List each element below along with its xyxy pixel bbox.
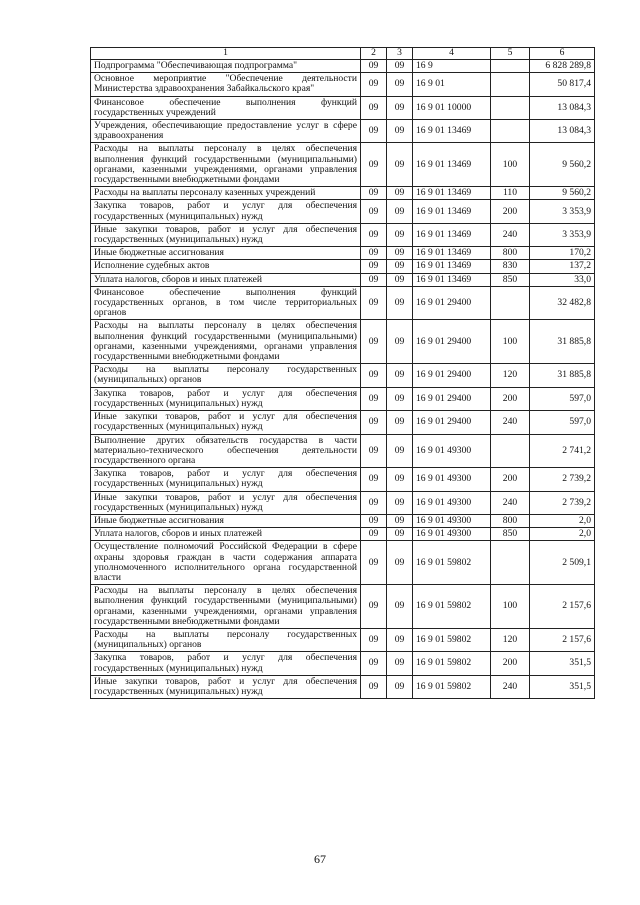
table-row	[91, 60, 595, 73]
row-expense-type-cell: 200	[491, 200, 530, 223]
row-amount-cell: 597,0	[530, 387, 595, 410]
row-name-cell: Иные закупки товаров, работ и услуг для обеспечения государственных (муниципальных) нужд	[91, 675, 361, 698]
row-subsection-cell: 09	[387, 143, 413, 187]
table-row	[91, 514, 595, 527]
table-row	[91, 652, 595, 675]
row-expense-type-cell: 800	[491, 514, 530, 527]
row-section-cell: 09	[361, 200, 387, 223]
row-target-article-cell: 16 9 01 13469	[413, 120, 491, 143]
row-name-cell: Иные бюджетные ассигнования	[91, 514, 361, 527]
row-expense-type-cell: 240	[491, 223, 530, 246]
row-amount-cell: 2 741,2	[530, 434, 595, 468]
row-target-article-cell: 16 9 01 59802	[413, 628, 491, 651]
row-amount-cell: 50 817,4	[530, 73, 595, 96]
row-subsection-cell: 09	[387, 73, 413, 96]
row-target-article-cell: 16 9 01	[413, 73, 491, 96]
table-row	[91, 73, 595, 96]
table-row	[91, 120, 595, 143]
table-row	[91, 541, 595, 585]
row-expense-type-cell	[491, 73, 530, 96]
row-amount-cell: 2 157,6	[530, 585, 595, 629]
row-target-article-cell: 16 9 01 29400	[413, 387, 491, 410]
row-section-cell: 09	[361, 491, 387, 514]
row-expense-type-cell	[491, 434, 530, 468]
row-section-cell: 09	[361, 652, 387, 675]
row-section-cell: 09	[361, 675, 387, 698]
row-target-article-cell: 16 9 01 59802	[413, 585, 491, 629]
table-row	[91, 273, 595, 286]
row-amount-cell: 2,0	[530, 528, 595, 541]
row-subsection-cell: 09	[387, 628, 413, 651]
table-row	[91, 628, 595, 651]
row-section-cell: 09	[361, 541, 387, 585]
row-amount-cell: 351,5	[530, 675, 595, 698]
row-name-cell: Иные бюджетные ассигнования	[91, 247, 361, 260]
row-expense-type-cell: 120	[491, 364, 530, 387]
row-amount-cell: 6 828 289,8	[530, 60, 595, 73]
table-row	[91, 320, 595, 364]
row-expense-type-cell: 200	[491, 387, 530, 410]
row-name-cell: Закупка товаров, работ и услуг для обеспечения государственных (муниципальных) нужд	[91, 387, 361, 410]
row-amount-cell: 2 739,2	[530, 491, 595, 514]
row-amount-cell: 3 353,9	[530, 200, 595, 223]
row-name-cell: Учреждения, обеспечивающие предоставление услуг в сфере здравоохранения	[91, 120, 361, 143]
row-name-cell: Закупка товаров, работ и услуг для обеспечения государственных (муниципальных) нужд	[91, 200, 361, 223]
row-section-cell: 09	[361, 143, 387, 187]
row-amount-cell: 33,0	[530, 273, 595, 286]
row-target-article-cell: 16 9 01 59802	[413, 675, 491, 698]
row-expense-type-cell: 200	[491, 468, 530, 491]
row-expense-type-cell: 850	[491, 528, 530, 541]
row-amount-cell: 2 509,1	[530, 541, 595, 585]
row-section-cell: 09	[361, 286, 387, 320]
table-row	[91, 491, 595, 514]
row-section-cell: 09	[361, 364, 387, 387]
row-section-cell: 09	[361, 528, 387, 541]
budget-table-sheet	[90, 47, 594, 699]
row-name-cell: Иные закупки товаров, работ и услуг для обеспечения государственных (муниципальных) нужд	[91, 491, 361, 514]
row-name-cell: Расходы на выплаты персоналу казенных учреждений	[91, 187, 361, 200]
row-amount-cell: 32 482,8	[530, 286, 595, 320]
header-cell-5: 5	[491, 48, 530, 60]
row-section-cell: 09	[361, 73, 387, 96]
row-expense-type-cell: 240	[491, 675, 530, 698]
row-section-cell: 09	[361, 120, 387, 143]
row-subsection-cell: 09	[387, 187, 413, 200]
row-name-cell: Расходы на выплаты персоналу государственных (муниципальных) органов	[91, 364, 361, 387]
row-amount-cell: 9 560,2	[530, 187, 595, 200]
row-amount-cell: 2,0	[530, 514, 595, 527]
row-expense-type-cell: 200	[491, 652, 530, 675]
row-expense-type-cell: 110	[491, 187, 530, 200]
row-target-article-cell: 16 9 01 49300	[413, 468, 491, 491]
table-row	[91, 364, 595, 387]
row-name-cell: Основное мероприятие "Обеспечение деятельности Министерства здравоохранения Забайкальского края"	[91, 73, 361, 96]
row-subsection-cell: 09	[387, 585, 413, 629]
row-target-article-cell: 16 9 01 49300	[413, 514, 491, 527]
row-amount-cell: 351,5	[530, 652, 595, 675]
row-name-cell: Расходы на выплаты персоналу в целях обеспечения выполнения функций государственными (муниципальными) органами, казенными учреждениями, органами управления государственными внебюджетными фондами	[91, 585, 361, 629]
row-subsection-cell: 09	[387, 387, 413, 410]
row-name-cell: Расходы на выплаты персоналу в целях обеспечения выполнения функций государственными (муниципальными) органами, казенными учреждениями, органами управления государственными внебюджетными фондами	[91, 320, 361, 364]
header-cell-2: 2	[361, 48, 387, 60]
row-target-article-cell: 16 9 01 13469	[413, 273, 491, 286]
row-expense-type-cell: 100	[491, 320, 530, 364]
row-target-article-cell: 16 9 01 59802	[413, 652, 491, 675]
table-row	[91, 468, 595, 491]
row-subsection-cell: 09	[387, 320, 413, 364]
row-section-cell: 09	[361, 60, 387, 73]
row-subsection-cell: 09	[387, 528, 413, 541]
row-section-cell: 09	[361, 434, 387, 468]
row-section-cell: 09	[361, 585, 387, 629]
row-subsection-cell: 09	[387, 60, 413, 73]
row-amount-cell: 31 885,8	[530, 320, 595, 364]
row-subsection-cell: 09	[387, 200, 413, 223]
row-subsection-cell: 09	[387, 286, 413, 320]
row-name-cell: Иные закупки товаров, работ и услуг для обеспечения государственных (муниципальных) нужд	[91, 223, 361, 246]
row-subsection-cell: 09	[387, 223, 413, 246]
row-amount-cell: 2 739,2	[530, 468, 595, 491]
row-section-cell: 09	[361, 96, 387, 119]
row-target-article-cell: 16 9 01 13469	[413, 223, 491, 246]
row-amount-cell: 597,0	[530, 411, 595, 434]
row-target-article-cell: 16 9 01 29400	[413, 364, 491, 387]
row-section-cell: 09	[361, 273, 387, 286]
row-name-cell: Финансовое обеспечение выполнения функций государственных учреждений	[91, 96, 361, 119]
table-row	[91, 528, 595, 541]
row-name-cell: Финансовое обеспечение выполнения функций государственных органов, в том числе территориальных органов	[91, 286, 361, 320]
row-expense-type-cell: 850	[491, 273, 530, 286]
row-amount-cell: 3 353,9	[530, 223, 595, 246]
row-subsection-cell: 09	[387, 675, 413, 698]
row-name-cell: Расходы на выплаты персоналу в целях обеспечения выполнения функций государственными (муниципальными) органами, казенными учреждениями, органами управления государственными внебюджетными фондами	[91, 143, 361, 187]
table-row	[91, 247, 595, 260]
row-section-cell: 09	[361, 320, 387, 364]
row-target-article-cell: 16 9	[413, 60, 491, 73]
row-expense-type-cell	[491, 96, 530, 119]
budget-table	[90, 47, 595, 699]
row-section-cell: 09	[361, 628, 387, 651]
row-name-cell: Осуществление полномочий Российской Федерации в сфере охраны здоровья граждан в части содержания аппарата уполномоченного исполнительного органа государственной власти	[91, 541, 361, 585]
row-target-article-cell: 16 9 01 13469	[413, 200, 491, 223]
row-subsection-cell: 09	[387, 411, 413, 434]
row-subsection-cell: 09	[387, 541, 413, 585]
row-subsection-cell: 09	[387, 364, 413, 387]
page-number: 67	[314, 852, 326, 866]
row-subsection-cell: 09	[387, 96, 413, 119]
row-name-cell: Исполнение судебных актов	[91, 260, 361, 273]
row-name-cell: Иные закупки товаров, работ и услуг для обеспечения государственных (муниципальных) нужд	[91, 411, 361, 434]
row-expense-type-cell: 800	[491, 247, 530, 260]
row-target-article-cell: 16 9 01 29400	[413, 411, 491, 434]
row-amount-cell: 9 560,2	[530, 143, 595, 187]
table-row	[91, 387, 595, 410]
row-target-article-cell: 16 9 01 13469	[413, 247, 491, 260]
row-expense-type-cell: 120	[491, 628, 530, 651]
row-name-cell: Расходы на выплаты персоналу государственных (муниципальных) органов	[91, 628, 361, 651]
table-row	[91, 585, 595, 629]
header-cell-3: 3	[387, 48, 413, 60]
row-expense-type-cell: 830	[491, 260, 530, 273]
header-cell-4: 4	[413, 48, 491, 60]
table-row	[91, 223, 595, 246]
row-target-article-cell: 16 9 01 10000	[413, 96, 491, 119]
row-expense-type-cell: 100	[491, 143, 530, 187]
table-row	[91, 411, 595, 434]
header-row	[91, 48, 595, 60]
row-name-cell: Закупка товаров, работ и услуг для обеспечения государственных (муниципальных) нужд	[91, 652, 361, 675]
row-expense-type-cell	[491, 286, 530, 320]
row-target-article-cell: 16 9 01 29400	[413, 286, 491, 320]
row-expense-type-cell: 240	[491, 411, 530, 434]
row-section-cell: 09	[361, 468, 387, 491]
table-row	[91, 260, 595, 273]
table-body	[91, 60, 595, 699]
row-name-cell: Подпрограмма "Обеспечивающая подпрограмма"	[91, 60, 361, 73]
row-target-article-cell: 16 9 01 49300	[413, 491, 491, 514]
row-amount-cell: 170,2	[530, 247, 595, 260]
row-subsection-cell: 09	[387, 434, 413, 468]
row-subsection-cell: 09	[387, 273, 413, 286]
table-row	[91, 96, 595, 119]
table-row	[91, 434, 595, 468]
row-name-cell: Закупка товаров, работ и услуг для обеспечения государственных (муниципальных) нужд	[91, 468, 361, 491]
row-subsection-cell: 09	[387, 491, 413, 514]
header-cell-1: 1	[91, 48, 361, 60]
row-name-cell: Уплата налогов, сборов и иных платежей	[91, 528, 361, 541]
row-name-cell: Уплата налогов, сборов и иных платежей	[91, 273, 361, 286]
row-subsection-cell: 09	[387, 652, 413, 675]
row-target-article-cell: 16 9 01 13469	[413, 143, 491, 187]
row-expense-type-cell	[491, 120, 530, 143]
row-section-cell: 09	[361, 387, 387, 410]
row-expense-type-cell	[491, 541, 530, 585]
row-section-cell: 09	[361, 247, 387, 260]
row-name-cell: Выполнение других обязательств государства в части материально-технического обеспечения деятельности государственного органа	[91, 434, 361, 468]
row-subsection-cell: 09	[387, 260, 413, 273]
row-target-article-cell: 16 9 01 13469	[413, 260, 491, 273]
row-target-article-cell: 16 9 01 49300	[413, 528, 491, 541]
row-expense-type-cell	[491, 60, 530, 73]
header-cell-6: 6	[530, 48, 595, 60]
row-subsection-cell: 09	[387, 120, 413, 143]
table-row	[91, 675, 595, 698]
row-subsection-cell: 09	[387, 468, 413, 491]
row-target-article-cell: 16 9 01 29400	[413, 320, 491, 364]
row-target-article-cell: 16 9 01 59802	[413, 541, 491, 585]
row-amount-cell: 137,2	[530, 260, 595, 273]
row-target-article-cell: 16 9 01 13469	[413, 187, 491, 200]
row-amount-cell: 13 084,3	[530, 96, 595, 119]
row-amount-cell: 2 157,6	[530, 628, 595, 651]
row-section-cell: 09	[361, 223, 387, 246]
table-row	[91, 286, 595, 320]
row-subsection-cell: 09	[387, 514, 413, 527]
row-section-cell: 09	[361, 514, 387, 527]
row-target-article-cell: 16 9 01 49300	[413, 434, 491, 468]
table-row	[91, 200, 595, 223]
row-section-cell: 09	[361, 187, 387, 200]
row-section-cell: 09	[361, 411, 387, 434]
row-subsection-cell: 09	[387, 247, 413, 260]
row-expense-type-cell: 240	[491, 491, 530, 514]
row-amount-cell: 31 885,8	[530, 364, 595, 387]
row-expense-type-cell: 100	[491, 585, 530, 629]
table-row	[91, 187, 595, 200]
row-amount-cell: 13 084,3	[530, 120, 595, 143]
table-row	[91, 143, 595, 187]
row-section-cell: 09	[361, 260, 387, 273]
